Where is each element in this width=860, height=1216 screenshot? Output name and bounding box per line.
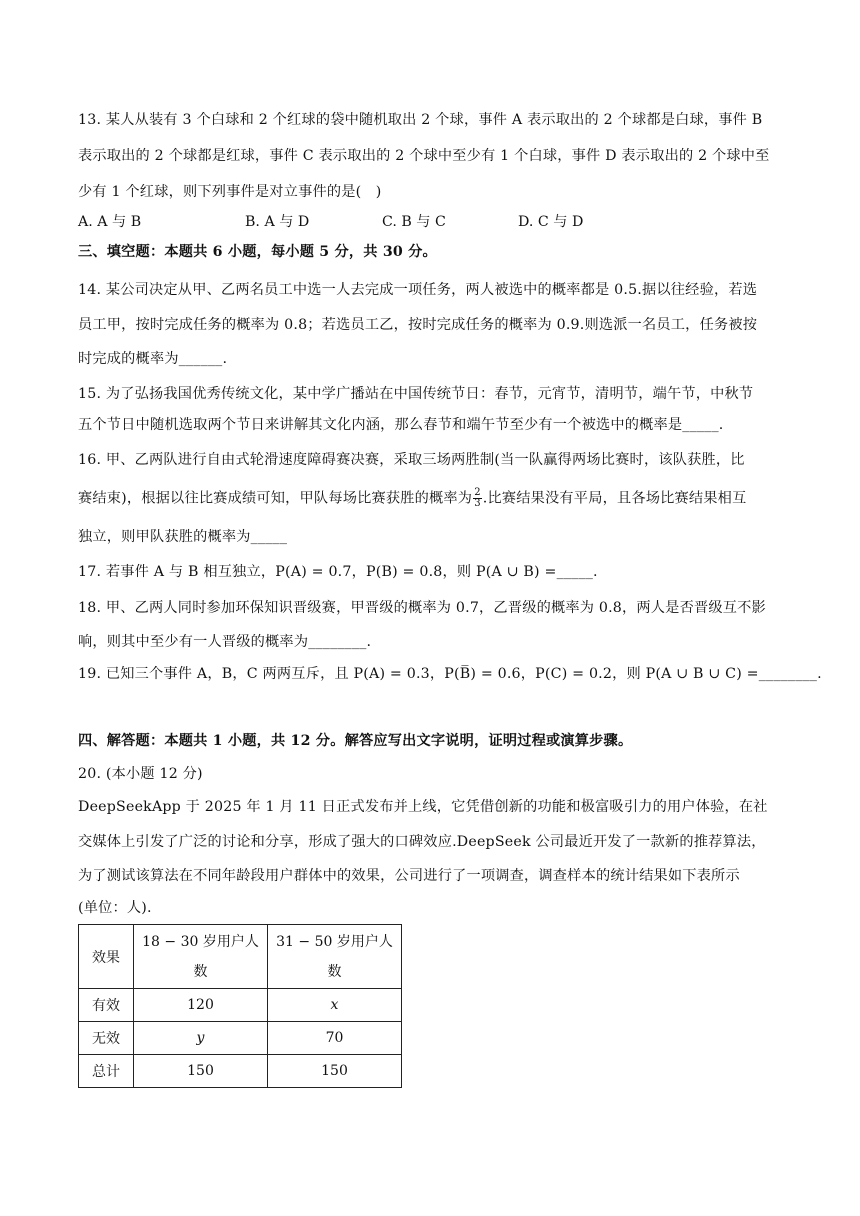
- table-cell: 70: [268, 1022, 402, 1055]
- q16-line-2: [78, 488, 790, 509]
- table-row: [79, 1022, 402, 1055]
- table-header-row: [79, 925, 402, 989]
- q18-line-2: 响，则其中至少有一人晋级的概率为________.: [78, 634, 372, 650]
- q19-line-1: 19. 已知三个事件 A，B，C 两两互斥，且 P(A) = 0.3，P(B̅) = 0.6，P(C) = 0.2，则 P(A ∪ B ∪ C) =________.: [78, 666, 822, 682]
- table-cell: 有效: [79, 989, 134, 1022]
- q20-line-3: 为了测试该算法在不同年龄段用户群体中的效果，公司进行了一项调查，调查样本的统计结果如下表所示: [78, 868, 740, 884]
- q15-line-2: 五个节日中随机选取两个节日来讲解其文化内涵，那么春节和端午节至少有一个被选中的概率是_____.: [78, 417, 724, 433]
- table-header-cell: 效果: [79, 925, 134, 989]
- table-header-cell: 18 − 30 岁用户人数: [134, 925, 268, 989]
- q16-fraction-denominator: 3: [474, 498, 481, 509]
- q16-line-2-before: 赛结束)，根据以往比赛成绩可知，甲队每场比赛获胜的概率为: [78, 490, 473, 507]
- table-cell: 无效: [79, 1022, 134, 1055]
- q16-line-3: 独立，则甲队获胜的概率为_____: [78, 529, 288, 545]
- q14-line-2: 员工甲，按时完成任务的概率为 0.8；若选员工乙，按时完成任务的概率为 0.9.则选派一名员工，任务被按: [78, 317, 758, 333]
- q16-line-1: 16. 甲、乙两队进行自由式轮滑速度障碍赛决赛，采取三场两胜制(当一队赢得两场比赛时，该队获胜，比: [78, 452, 745, 468]
- q16-fraction-numerator: 2: [474, 487, 481, 498]
- table-cell: 120: [134, 989, 268, 1022]
- table-cell: 总计: [79, 1055, 134, 1088]
- q13-option-a: A. A 与 B: [78, 214, 142, 230]
- table-row: [79, 989, 402, 1022]
- table-cell: 150: [268, 1055, 402, 1088]
- table-cell: x: [268, 989, 402, 1022]
- section-4-title: 四、解答题：本题共 1 小题，共 12 分。解答应写出文字说明，证明过程或演算步骤。: [78, 733, 633, 749]
- q18-line-1: 18. 甲、乙两人同时参加环保知识晋级赛，甲晋级的概率为 0.7，乙晋级的概率为 0.8，两人是否晋级互不影: [78, 600, 766, 616]
- table-cell: y: [134, 1022, 268, 1055]
- q16-line-2-after: .比赛结果没有平局，且各场比赛结果相互: [482, 490, 747, 507]
- statistics-table: [78, 924, 402, 1088]
- q13-line-2: 表示取出的 2 个球都是红球，事件 C 表示取出的 2 个球中至少有 1 个白球，事件 D 表示取出的 2 个球中至: [78, 148, 770, 164]
- q20-line-4: (单位：人).: [78, 900, 152, 916]
- q13-option-c: C. B 与 C: [382, 214, 446, 230]
- q15-line-1: 15. 为了弘扬我国优秀传统文化，某中学广播站在中国传统节日：春节，元宵节，清明节，端午节，中秋节: [78, 386, 754, 402]
- q20-line-1: DeepSeekApp 于 2025 年 1 月 11 日正式发布并上线，它凭借创新的功能和极富吸引力的用户体验，在社: [78, 799, 768, 815]
- q14-line-1: 14. 某公司决定从甲、乙两名员工中选一人去完成一项任务，两人被选中的概率都是 0.5.据以往经验，若选: [78, 282, 758, 298]
- q20-heading: 20. (本小题 12 分): [78, 766, 203, 782]
- q13-option-b: B. A 与 D: [245, 214, 310, 230]
- section-3-title: 三、填空题：本题共 6 小题，每小题 5 分，共 30 分。: [78, 244, 437, 260]
- q20-line-2: 交媒体上引发了广泛的讨论和分享，形成了强大的口碑效应.DeepSeek 公司最近开发了一款新的推荐算法，: [78, 834, 766, 850]
- q13-option-d: D. C 与 D: [518, 214, 584, 230]
- q13-line-3: 少有 1 个红球，则下列事件是对立事件的是( ): [78, 184, 382, 200]
- table-header-cell: 31 − 50 岁用户人数: [268, 925, 402, 989]
- q16-fraction: [473, 488, 482, 509]
- table-cell: 150: [134, 1055, 268, 1088]
- q14-line-3: 时完成的概率为______.: [78, 351, 228, 367]
- table-row: [79, 1055, 402, 1088]
- q17-line-1: 17. 若事件 A 与 B 相互独立，P(A) = 0.7，P(B) = 0.8，则 P(A ∪ B) =_____.: [78, 564, 598, 580]
- q13-line-1: 13. 某人从装有 3 个白球和 2 个红球的袋中随机取出 2 个球，事件 A 表示取出的 2 个球都是白球，事件 B: [78, 112, 763, 128]
